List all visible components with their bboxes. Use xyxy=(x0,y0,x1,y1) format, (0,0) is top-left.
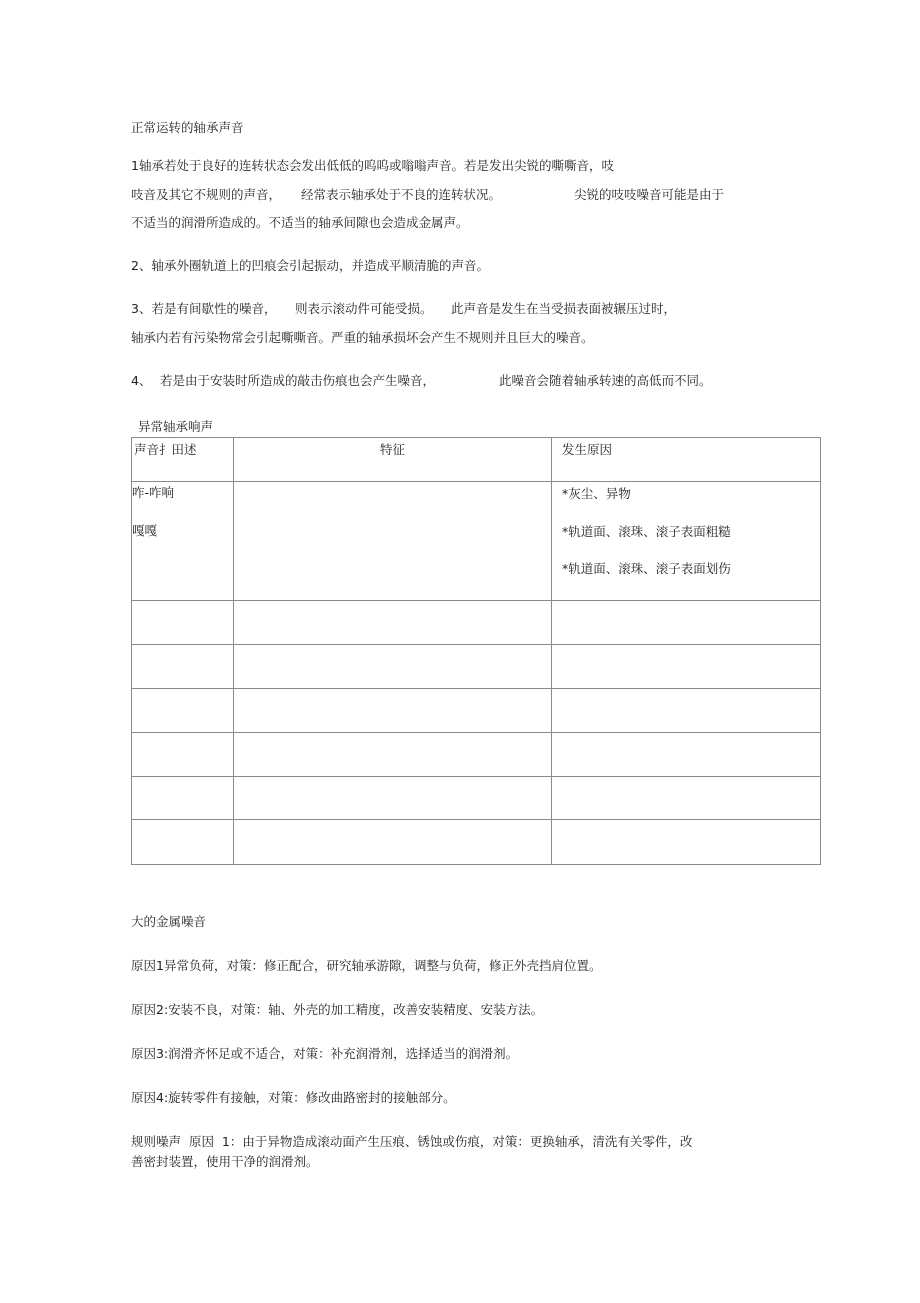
cause-1: 原因1异常负荷，对策：修正配合，研究轴承游隙，调整与负荷，修正外壳挡肩位置。 xyxy=(131,958,602,973)
table-row xyxy=(132,820,821,865)
cause-3: 原因3:润滑齐怀足或不适合，对策：补充润滑剂，选择适当的润滑剂。 xyxy=(131,1046,519,1061)
table-row xyxy=(132,482,821,601)
cell-sound xyxy=(132,482,234,601)
empty-cell xyxy=(552,645,821,689)
empty-cell xyxy=(132,645,234,689)
cause-item-1: *灰尘、异物 xyxy=(562,486,631,501)
empty-cell xyxy=(552,733,821,777)
sound-label-1: 咋-咋响 xyxy=(132,485,175,500)
paragraph-3-line-1a: 3、若是有间歇性的噪音， xyxy=(131,301,277,316)
empty-cell xyxy=(132,733,234,777)
paragraph-1-line-2b: 经常表示轴承处于不良的连转状况。 xyxy=(301,187,502,202)
header-cell-sound xyxy=(132,438,234,482)
table-caption: 异常轴承响声 xyxy=(138,419,214,434)
paragraph-3-line-1c: 此声音是发生在当受损表面被辗压过时， xyxy=(451,301,677,316)
table-row xyxy=(132,689,821,733)
table-row xyxy=(132,777,821,820)
cause-item-3: *轨道面、滚珠、滚子表面划伤 xyxy=(562,561,731,576)
empty-cell xyxy=(552,777,821,820)
paragraph-1-line-2a: 吱音及其它不规则的声音， xyxy=(131,187,282,202)
empty-cell xyxy=(234,601,552,645)
empty-cell xyxy=(234,820,552,865)
header-cell-feature xyxy=(234,438,552,482)
empty-cell xyxy=(234,777,552,820)
empty-cell xyxy=(234,733,552,777)
empty-cell xyxy=(552,689,821,733)
empty-cell xyxy=(234,689,552,733)
header-sound: 声音扌田述 xyxy=(134,442,197,457)
regular-noise-line-1: 规则噪声 原因 1：由于异物造成滚动面产生压痕、锈蚀或伤痕，对策：更换轴承，清洗有关零件，改 xyxy=(131,1134,693,1149)
empty-cell xyxy=(132,689,234,733)
regular-noise-line-2: 善密封装置，使用干净的润滑剂。 xyxy=(131,1154,319,1169)
header-cause: 发生原因 xyxy=(562,442,613,457)
paragraph-1-line-3: 不适当的润滑所造成的。不适当的轴承间隙也会造成金属声。 xyxy=(131,215,469,230)
sound-label-2: 嘎嘎 xyxy=(132,522,158,538)
cell-feature xyxy=(234,482,552,601)
paragraph-4-part-a: 4、 xyxy=(131,373,152,388)
empty-cell xyxy=(552,820,821,865)
empty-cell xyxy=(132,777,234,820)
abnormal-noise-table xyxy=(131,437,821,865)
table-row xyxy=(132,733,821,777)
paragraph-4-part-c: 此噪音会随着轴承转速的高低而不同。 xyxy=(499,373,712,388)
paragraph-4-part-b: 若是由于安装时所造成的敲击伤痕也会产生噪音， xyxy=(160,373,436,388)
cause-4: 原因4:旋转零件有接触，对策：修改曲路密封的接触部分。 xyxy=(131,1090,456,1105)
empty-cell xyxy=(132,820,234,865)
section-title-metal-noise: 大的金属噪音 xyxy=(131,914,207,929)
section-title-normal-sound: 正常运转的轴承声音 xyxy=(131,120,244,135)
table-header-row xyxy=(132,438,821,482)
paragraph-1-line-2c: 尖锐的吱吱噪音可能是由于 xyxy=(574,187,725,202)
header-cell-cause xyxy=(552,438,821,482)
cell-causes xyxy=(552,482,821,601)
table-row xyxy=(132,645,821,689)
paragraph-2: 2、轴承外圈轨道上的凹痕会引起振动，并造成平顺清脆的声音。 xyxy=(131,258,489,273)
empty-cell xyxy=(552,601,821,645)
paragraph-3-line-2: 轴承内若有污染物常会引起嘶嘶音。严重的轴承损坏会产生不规则并且巨大的噪音。 xyxy=(131,330,594,345)
paragraph-1-line-1: 1轴承若处于良好的连转状态会发出低低的呜呜或嗡嗡声音。若是发出尖锐的嘶嘶音，吱 xyxy=(131,158,614,173)
paragraph-3-line-1b: 则表示滚动件可能受损。 xyxy=(295,301,433,316)
cause-2: 原因2:安装不良，对策：轴、外壳的加工精度，改善安装精度、安装方法。 xyxy=(131,1002,544,1017)
empty-cell xyxy=(234,645,552,689)
table-row xyxy=(132,601,821,645)
header-feature: 特征 xyxy=(379,442,405,457)
cause-item-2: *轨道面、滚珠、滚子表面粗糙 xyxy=(562,523,731,539)
empty-cell xyxy=(132,601,234,645)
